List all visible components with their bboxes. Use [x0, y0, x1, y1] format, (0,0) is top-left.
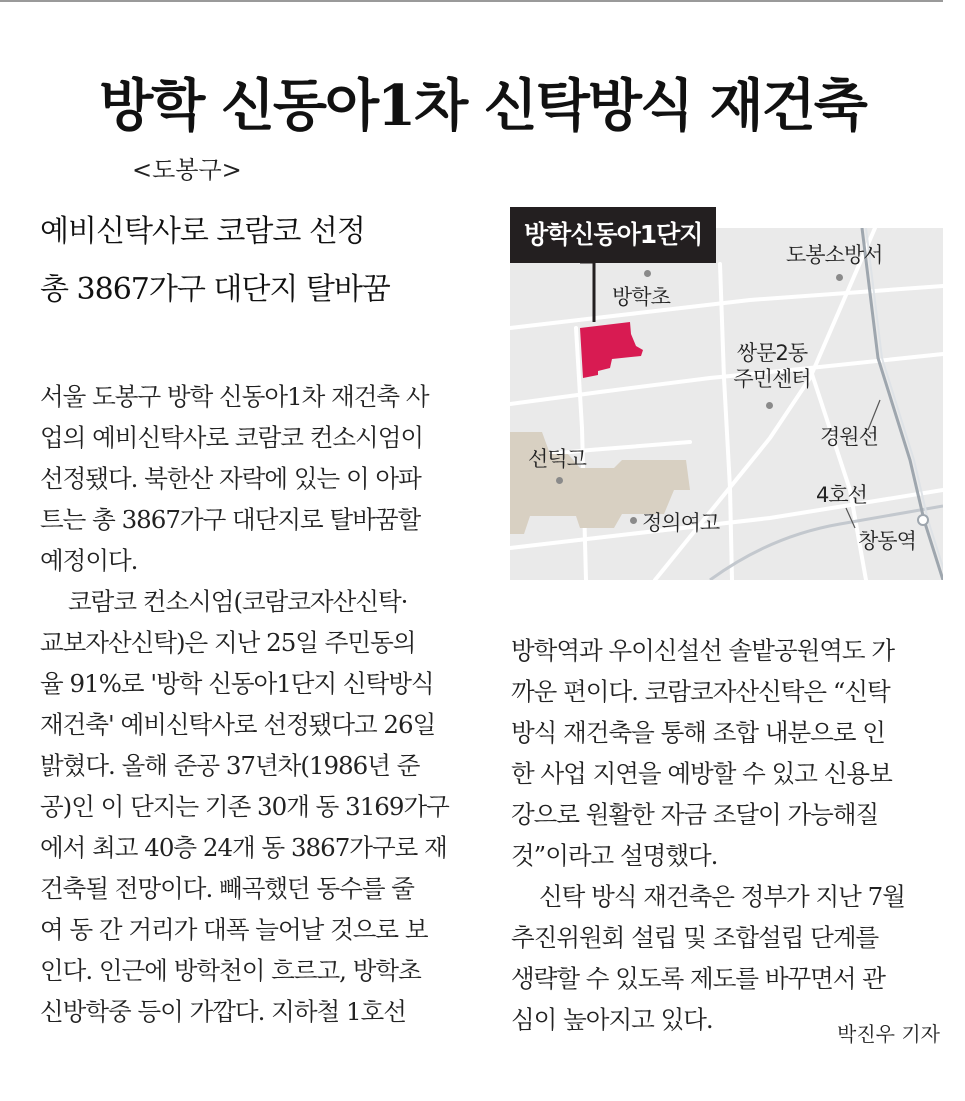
- text-line: 코람코 컨소시엄(코람코자산신탁·: [68, 587, 408, 616]
- label-community-line1: 쌍문2동: [736, 341, 808, 365]
- map-marker: [630, 517, 637, 524]
- label-jeongui-girls-high: 정의여고: [642, 511, 720, 535]
- label-community-line2: 주민센터: [733, 367, 811, 391]
- map-marker: [644, 270, 651, 277]
- text-line: 에서 최고 40층 24개 동 3867가구로 재: [40, 833, 447, 862]
- text-line: 인다. 인근에 방학천이 흐르고, 방학초: [40, 956, 421, 985]
- label-line4: 4호선: [816, 483, 867, 507]
- map-marker: [836, 274, 843, 281]
- map-title: 방학신동아1단지: [510, 207, 716, 263]
- text-line: 서울 도봉구 방학 신동아1차 재건축 사: [40, 382, 429, 411]
- region-label: <도봉구>: [132, 156, 242, 184]
- text-line: 강으로 원활한 자금 조달이 가능해질: [511, 800, 879, 829]
- text-line: 까운 편이다. 코람코자산신탁은 “신탁: [511, 677, 890, 706]
- label-fire-station: 도봉소방서: [786, 243, 883, 267]
- text-line: 여 동 간 거리가 대폭 늘어날 것으로 보: [40, 915, 428, 944]
- text-line: 방식 재건축을 통해 조합 내분으로 인: [511, 718, 885, 747]
- text-line: 트는 총 3867가구 대단지로 탈바꿈할: [40, 505, 421, 534]
- location-map: [510, 228, 943, 580]
- headline: 방학 신동아1차 신탁방식 재건축: [99, 73, 866, 139]
- text-line: 예정이다.: [40, 546, 138, 575]
- body-column-right: [511, 630, 943, 1040]
- byline: 박진우 기자: [837, 1022, 940, 1046]
- text-line: 신탁 방식 재건축은 정부가 지난 7월: [539, 882, 905, 911]
- station-marker: [918, 515, 928, 525]
- label-gyeongwon-line: 경원선: [820, 425, 878, 449]
- label-changdong-station: 창동역: [858, 529, 916, 553]
- text-line: 생략할 수 있도록 제도를 바꾸면서 관: [511, 964, 885, 993]
- text-line: 밝혔다. 올해 준공 37년차(1986년 준: [40, 751, 420, 780]
- text-line: 방학역과 우이신설선 솔밭공원역도 가: [511, 636, 895, 665]
- subhead-2: 총 3867가구 대단지 탈바꿈: [40, 272, 390, 307]
- text-line: 재건축' 예비신탁사로 선정됐다고 26일: [40, 710, 436, 739]
- text-line: 한 사업 지연을 예방할 수 있고 신용보: [511, 759, 892, 788]
- label-banghak-elementary: 방학초: [612, 285, 670, 309]
- text-line: 신방학중 등이 가깝다. 지하철 1호선: [40, 997, 406, 1026]
- text-line: 추진위원회 설립 및 조합설립 단계를: [511, 923, 879, 952]
- body-column-left: [40, 376, 470, 1032]
- map-marker: [766, 402, 773, 409]
- map-marker: [556, 477, 563, 484]
- label-seondeok-high: 선덕고: [528, 447, 586, 471]
- text-line: 율 91%로 '방학 신동아1단지 신탁방식: [40, 669, 434, 698]
- text-line: 것”이라고 설명했다.: [511, 841, 718, 870]
- label-community-center: [722, 340, 822, 392]
- text-line: 공)인 이 단지는 기존 30개 동 3169가구: [40, 792, 449, 821]
- text-line: 선정됐다. 북한산 자락에 있는 이 아파: [40, 464, 421, 493]
- text-line: 교보자산신탁)은 지난 25일 주민동의: [40, 628, 416, 657]
- subhead-1: 예비신탁사로 코람코 선정: [40, 214, 365, 249]
- text-line: 업의 예비신탁사로 코람코 컨소시엄이: [40, 423, 424, 452]
- text-line: 건축될 전망이다. 빼곡했던 동수를 줄: [40, 874, 414, 903]
- text-line: 심이 높아지고 있다.: [511, 1005, 713, 1034]
- top-rule: [0, 0, 943, 2]
